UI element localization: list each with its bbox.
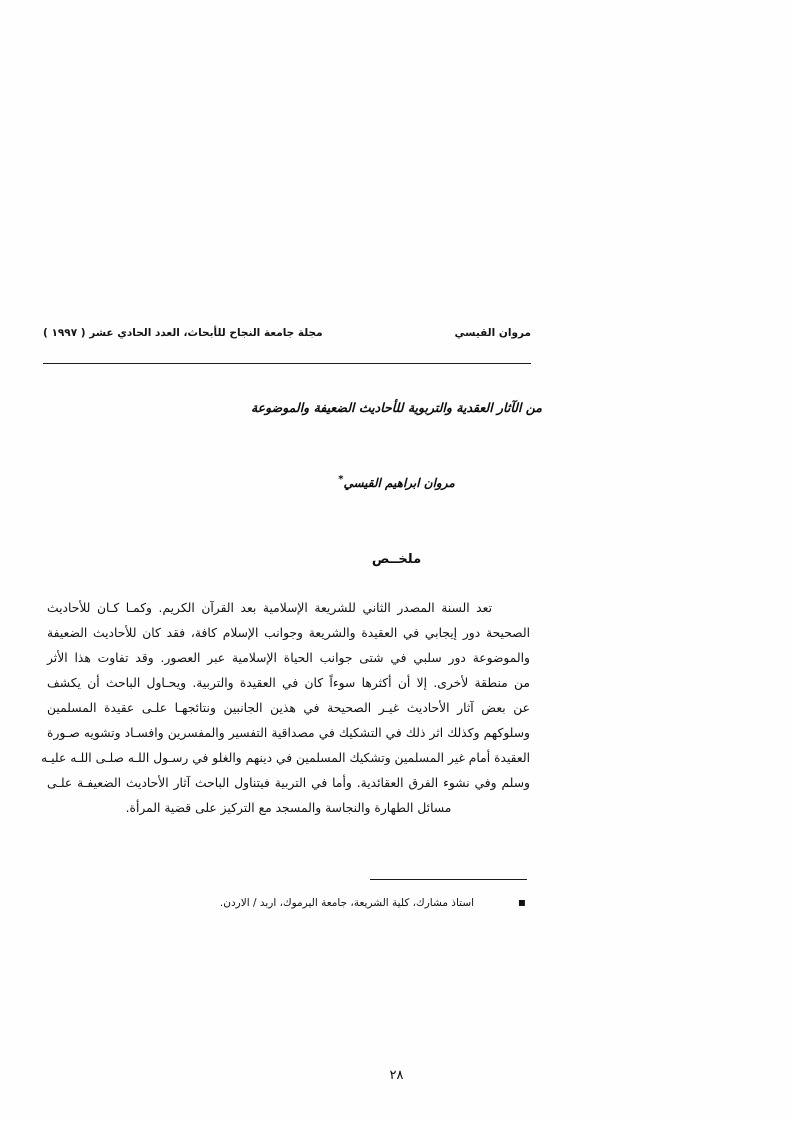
- abstract-body: [41, 596, 530, 821]
- author-byline: [0, 474, 793, 490]
- page-title: من الآثار العقدية والتربوية للأحاديث الضعيفة والموضوعة: [250, 400, 542, 416]
- abstract-line: الصحيحة دور إيجابي في العقيدة والشريعة وجوانب الإسلام كافة، فقد كان للأحاديث الضعيفة: [47, 626, 530, 640]
- header-journal-citation: مجلة جامعة النجاح للأبحاث، العدد الحادي عشر ( ١٩٩٧ ): [43, 327, 323, 339]
- abstract-heading: ملخــص: [371, 552, 422, 567]
- abstract-line: مسائل الطهارة والنجاسة والمسجد مع التركيز على قضية المرأة.: [125, 801, 452, 815]
- author-footnote-marker: *: [338, 474, 344, 485]
- footnote-text: استاذ مشارك، كلية الشريعة، جامعة اليرموك، اربد / الاردن.: [219, 897, 475, 909]
- abstract-line: والموضوعة دور سلبي في شتى جوانب الحياة الإسلامية عبر العصور. وقد تفاوت هذا الأثر: [47, 651, 530, 665]
- header-running-author: مروان القيسي: [454, 327, 531, 339]
- abstract-line: من منطقة لأخرى. إلا أن أكثرها سوءاً كان في العقيدة والتربية. ويحـاول الباحث أن يكشف: [47, 676, 530, 690]
- running-header: [43, 327, 531, 339]
- abstract-line: تعد السنة المصدر الثاني للشريعة الإسلامية بعد القرآن الكريم. وكمـا كـان للأحاديث: [47, 601, 492, 615]
- footnote-bullet-icon: ▪: [517, 895, 527, 909]
- author-name: مروان ابراهيم القيسي: [343, 476, 455, 490]
- page-number: ٢٨: [389, 1068, 404, 1083]
- abstract-line: العقيدة أمام غير المسلمين وتشكيك المسلمين في دينهم والغلو في رسـول اللـه صلـى اللـه عليـه: [41, 751, 530, 765]
- abstract-line: وسلوكهم وكذلك اثر ذلك في التشكيك في مصداقية التفسير والمفسرين وافسـاد وتشويه صـورة: [47, 726, 530, 740]
- footnote: [180, 896, 530, 909]
- abstract-line: وسلم وفي نشوء الفرق العقائدية. وأما في التربية فيتناول الباحث آثار الأحاديث الضعيفـة علـى: [47, 776, 530, 790]
- abstract-line: عن بعض آثار الأحاديث غيـر الصحيحة في هذين الجانبين ونتائجهـا علـى عقيدة المسلمين: [47, 701, 530, 715]
- header-divider-rule: [43, 363, 531, 364]
- footnote-divider-rule: [370, 879, 527, 880]
